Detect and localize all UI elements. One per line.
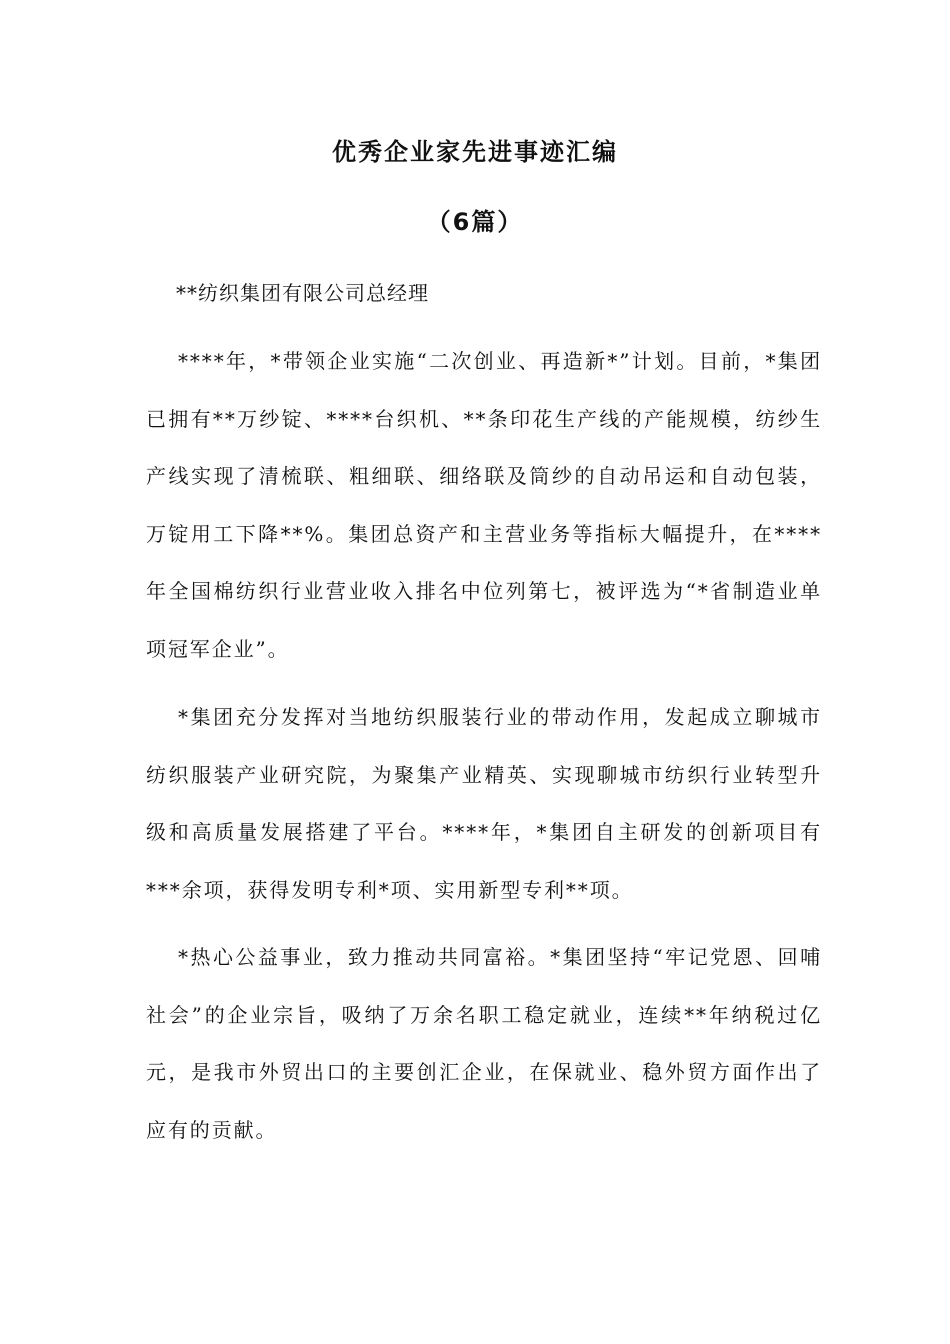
- author-line: **纺织集团有限公司总经理: [176, 281, 429, 305]
- document-subtitle: （6篇）: [426, 208, 524, 236]
- paragraph-3: *热心公益事业，致力推动共同富裕。*集团坚持“牢记党恩、回哺社会”的企业宗旨，吸纳了万余名职工稳定就业，连续**年纳税过亿元，是我市外贸出口的主要创汇企业，在保就业、稳外贸方面作出了应有的贡献。: [146, 945, 822, 1142]
- document-title: 优秀企业家先进事迹汇编: [332, 138, 618, 166]
- paragraph-1: ****年，*带领企业实施“二次创业、再造新*”计划。目前，*集团已拥有**万纱锭、****台织机、**条印花生产线的产能规模，纺纱生产线实现了清梳联、粗细联、细络联及筒纱的自动吊运和自动包装，万锭用工下降**%。集团总资产和主营业务等指标大幅提升，在****年全国棉纺织行业营业收入排名中位列第七，被评选为“*省制造业单项冠军企业”。: [146, 349, 822, 661]
- paragraph-2: *集团充分发挥对当地纺织服装行业的带动作用，发起成立聊城市纺织服装产业研究院，为聚集产业精英、实现聊城市纺织行业转型升级和高质量发展搭建了平台。****年，*集团自主研发的创新项目有***余项，获得发明专利*项、实用新型专利**项。: [146, 705, 822, 902]
